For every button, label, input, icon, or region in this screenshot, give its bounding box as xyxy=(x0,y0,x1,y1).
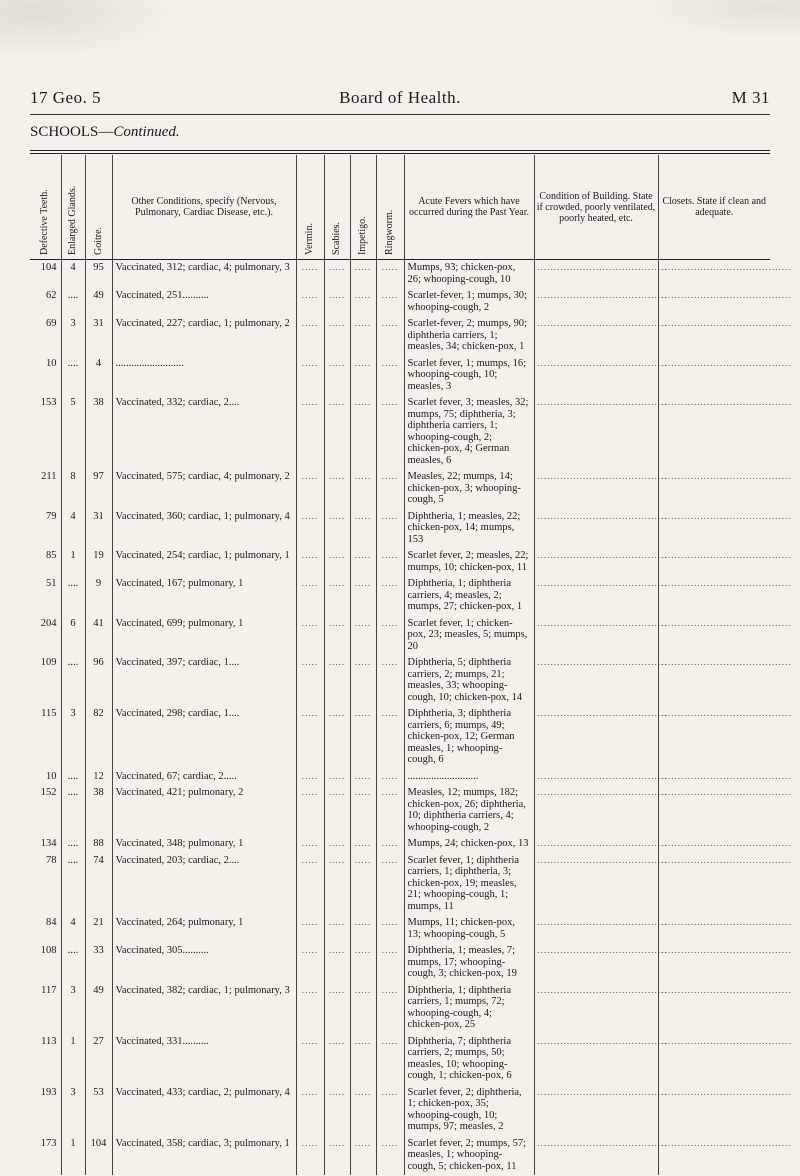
cell-condition-building: ........................................ xyxy=(534,853,658,916)
cell-enlarged-glands: 3 xyxy=(61,316,85,356)
cell-goitre: 104 xyxy=(85,1136,112,1176)
cell-closets: ........................................ xyxy=(661,657,792,667)
section-title xyxy=(30,124,180,141)
cell-impetigo: ..... xyxy=(350,260,376,289)
cell-vermin: ..... xyxy=(296,616,324,656)
cell-impetigo: ..... xyxy=(350,316,376,356)
table-top-rule xyxy=(30,153,770,154)
col-acute-fevers: Acute Fevers which have occurred during the Past Year. xyxy=(404,155,534,260)
paper-stain xyxy=(640,0,800,40)
cell-scabies: ..... xyxy=(324,983,350,1034)
cell-other-conditions: Vaccinated, 298; cardiac, 1.... xyxy=(112,706,296,769)
cell-enlarged-glands: .... xyxy=(61,655,85,706)
cell-goitre: 38 xyxy=(85,395,112,469)
cell-scabies: ..... xyxy=(324,395,350,469)
table-row xyxy=(30,395,770,469)
cell-defective-teeth: 134 xyxy=(30,836,61,853)
table-row xyxy=(30,915,770,943)
cell-impetigo: ..... xyxy=(350,943,376,983)
cell-impetigo: ..... xyxy=(350,1085,376,1136)
cell-enlarged-glands: 3 xyxy=(61,706,85,769)
cell-impetigo: ..... xyxy=(350,509,376,549)
cell-closets: ........................................ xyxy=(661,984,792,995)
cell-scabies: ..... xyxy=(324,655,350,706)
cell-impetigo: ..... xyxy=(350,616,376,656)
cell-scabies: ..... xyxy=(324,1085,350,1136)
cell-other-conditions: Vaccinated, 67; cardiac, 2..... xyxy=(112,769,296,786)
cell-enlarged-glands: 5 xyxy=(61,395,85,469)
col-defective-teeth: Defective Teeth. xyxy=(30,155,61,260)
header-page-number: M 31 xyxy=(731,88,770,107)
cell-defective-teeth: 173 xyxy=(30,1136,61,1176)
cell-ringworm: ..... xyxy=(376,395,404,469)
cell-other-conditions: Vaccinated, 421; pulmonary, 2 xyxy=(112,785,296,836)
cell-acute-fevers: Scarlet fever, 1; mumps, 16; whooping-cough, 10; measles, 3 xyxy=(404,356,534,396)
cell-goitre: 96 xyxy=(85,655,112,706)
cell-vermin: ..... xyxy=(296,288,324,316)
cell-impetigo: ..... xyxy=(350,983,376,1034)
cell-condition-building: ........................................ xyxy=(534,983,658,1034)
table-row xyxy=(30,1136,770,1176)
cell-ringworm: ..... xyxy=(376,509,404,549)
cell-ringworm: ..... xyxy=(376,469,404,509)
cell-other-conditions: Vaccinated, 348; pulmonary, 1 xyxy=(112,836,296,853)
cell-enlarged-glands: 1 xyxy=(61,1136,85,1176)
cell-acute-fevers: Diphtheria, 1; measles, 7; mumps, 17; whooping-cough, 3; chicken-pox, 19 xyxy=(404,943,534,983)
cell-scabies: ..... xyxy=(324,1034,350,1085)
cell-other-conditions: Vaccinated, 203; cardiac, 2.... xyxy=(112,853,296,916)
table-row xyxy=(30,509,770,549)
cell-enlarged-glands: .... xyxy=(61,785,85,836)
cell-condition-building: ........................................ xyxy=(534,943,658,983)
cell-enlarged-glands: .... xyxy=(61,576,85,616)
cell-other-conditions: Vaccinated, 331.......... xyxy=(112,1034,296,1085)
table-row xyxy=(30,706,770,769)
cell-acute-fevers: Scarlet fever, 2; diphtheria, 1; chicken-pox, 35; whooping-cough, 10; mumps, 97; measles, 2 xyxy=(404,1085,534,1136)
cell-scabies: ..... xyxy=(324,616,350,656)
cell-goitre: 49 xyxy=(85,288,112,316)
cell-enlarged-glands: .... xyxy=(61,943,85,983)
cell-scabies: ..... xyxy=(324,576,350,616)
cell-condition-building: ........................................ xyxy=(534,616,658,656)
cell-condition-building: ........................................ xyxy=(534,316,658,356)
cell-defective-teeth: 62 xyxy=(30,288,61,316)
cell-closets: ........................................ xyxy=(661,1035,792,1046)
cell-ringworm: ..... xyxy=(376,769,404,786)
cell-vermin: ..... xyxy=(296,1034,324,1085)
cell-impetigo: ..... xyxy=(350,548,376,576)
table-row xyxy=(30,853,770,916)
cell-enlarged-glands: .... xyxy=(61,356,85,396)
cell-acute-fevers: Scarlet-fever, 2; mumps, 90; diphtheria carriers, 1; measles, 34; chicken-pox, 1 xyxy=(404,316,534,356)
col-enlarged-glands: Enlarged Glands. xyxy=(61,155,85,260)
table-row xyxy=(30,288,770,316)
page-header xyxy=(30,88,770,112)
cell-goitre: 41 xyxy=(85,616,112,656)
cell-closets: ........................................ xyxy=(661,770,792,781)
cell-ringworm: ..... xyxy=(376,983,404,1034)
cell-scabies: ..... xyxy=(324,853,350,916)
cell-ringworm: ..... xyxy=(376,785,404,836)
cell-condition-building: ........................................ xyxy=(534,915,658,943)
cell-acute-fevers: Diphtheria, 1; diphtheria carriers, 1; mumps, 72; whooping-cough, 4; chicken-pox, 25 xyxy=(404,983,534,1034)
cell-defective-teeth: 113 xyxy=(30,1034,61,1085)
cell-condition-building: ........................................ xyxy=(534,785,658,836)
col-vermin: Vermin. xyxy=(296,155,324,260)
cell-ringworm: ..... xyxy=(376,260,404,289)
cell-scabies: ..... xyxy=(324,316,350,356)
cell-condition-building: ........................................ xyxy=(534,260,658,289)
cell-vermin: ..... xyxy=(296,260,324,289)
cell-scabies: ..... xyxy=(324,260,350,289)
cell-impetigo: ..... xyxy=(350,356,376,396)
cell-defective-teeth: 117 xyxy=(30,983,61,1034)
cell-defective-teeth: 10 xyxy=(30,769,61,786)
cell-defective-teeth: 78 xyxy=(30,853,61,916)
cell-vermin: ..... xyxy=(296,785,324,836)
schools-table-wrap xyxy=(30,155,792,1175)
cell-acute-fevers: Scarlet fever, 2; measles, 22; mumps, 10; chicken-pox, 11 xyxy=(404,548,534,576)
cell-acute-fevers: Scarlet fever, 2; mumps, 57; measles, 1; whooping-cough, 5; chicken-pox, 11 xyxy=(404,1136,534,1176)
cell-other-conditions: Vaccinated, 251.......... xyxy=(112,288,296,316)
col-goitre: Goitre. xyxy=(85,155,112,260)
cell-closets: ........................................ xyxy=(661,318,792,328)
cell-vermin: ..... xyxy=(296,943,324,983)
cell-enlarged-glands: 4 xyxy=(61,915,85,943)
cell-enlarged-glands: .... xyxy=(61,288,85,316)
cell-impetigo: ..... xyxy=(350,785,376,836)
table-row xyxy=(30,1034,770,1085)
cell-ringworm: ..... xyxy=(376,943,404,983)
cell-ringworm: ..... xyxy=(376,288,404,316)
cell-acute-fevers: Diphtheria, 7; diphtheria carriers, 2; mumps, 50; measles, 10; whooping-cough, 1; chicken-pox, 6 xyxy=(404,1034,534,1085)
cell-condition-building: ........................................ xyxy=(534,576,658,616)
cell-enlarged-glands: 1 xyxy=(61,1034,85,1085)
cell-ringworm: ..... xyxy=(376,1136,404,1176)
cell-enlarged-glands: 3 xyxy=(61,983,85,1034)
cell-defective-teeth: 51 xyxy=(30,576,61,616)
cell-impetigo: ..... xyxy=(350,576,376,616)
cell-acute-fevers: Scarlet fever, 1; diphtheria carriers, 1; diphtheria, 3; chicken-pox, 19; measles, 21; whooping-cough, 1; mumps, 11 xyxy=(404,853,534,916)
table-row xyxy=(30,983,770,1034)
cell-vermin: ..... xyxy=(296,548,324,576)
cell-goitre: 9 xyxy=(85,576,112,616)
table-row xyxy=(30,943,770,983)
cell-closets: ........................................ xyxy=(661,510,792,521)
col-impetigo: Impetigo. xyxy=(350,155,376,260)
table-row xyxy=(30,469,770,509)
cell-vermin: ..... xyxy=(296,853,324,916)
cell-defective-teeth: 84 xyxy=(30,915,61,943)
col-closets: Closets. State if clean and adequate. xyxy=(658,155,770,260)
cell-vermin: ..... xyxy=(296,576,324,616)
cell-other-conditions: Vaccinated, 305.......... xyxy=(112,943,296,983)
col-other-conditions: Other Conditions, specify (Nervous, Pulmonary, Cardiac Disease, etc.). xyxy=(112,155,296,260)
cell-acute-fevers: ........................... xyxy=(404,769,534,786)
cell-closets: ........................................ xyxy=(661,262,792,272)
cell-acute-fevers: Diphtheria, 5; diphtheria carriers, 2; mumps, 21; measles, 33; whooping-cough, 10; chicken-pox, 14 xyxy=(404,655,534,706)
cell-other-conditions: Vaccinated, 433; cardiac, 2; pulmonary, 4 xyxy=(112,1085,296,1136)
cell-acute-fevers: Diphtheria, 3; diphtheria carriers, 6; mumps, 49; chicken-pox, 12; German measles, 1; whooping-cough, 6 xyxy=(404,706,534,769)
cell-condition-building: ........................................ xyxy=(534,469,658,509)
cell-enlarged-glands: .... xyxy=(61,836,85,853)
cell-vermin: ..... xyxy=(296,1085,324,1136)
cell-goitre: 38 xyxy=(85,785,112,836)
cell-ringworm: ..... xyxy=(376,616,404,656)
cell-impetigo: ..... xyxy=(350,706,376,769)
cell-closets: ........................................ xyxy=(661,854,792,865)
cell-ringworm: ..... xyxy=(376,548,404,576)
col-condition-building: Condition of Building. State if crowded, poorly ventilated, poorly heated, etc. xyxy=(534,155,658,260)
header-session: 17 Geo. 5 xyxy=(30,88,102,107)
cell-ringworm: ..... xyxy=(376,1085,404,1136)
cell-goitre: 31 xyxy=(85,316,112,356)
cell-closets: ........................................ xyxy=(661,290,792,300)
cell-scabies: ..... xyxy=(324,356,350,396)
cell-scabies: ..... xyxy=(324,548,350,576)
cell-acute-fevers: Scarlet fever, 3; measles, 32; mumps, 75; diphtheria, 3; diphtheria carriers, 1; whooping-cough, 2; chicken-pox, 4; German measles, 6 xyxy=(404,395,534,469)
cell-impetigo: ..... xyxy=(350,853,376,916)
cell-vermin: ..... xyxy=(296,983,324,1034)
cell-ringworm: ..... xyxy=(376,836,404,853)
cell-other-conditions: Vaccinated, 167; pulmonary, 1 xyxy=(112,576,296,616)
cell-closets: ........................................ xyxy=(661,838,792,848)
table-row xyxy=(30,785,770,836)
cell-other-conditions: Vaccinated, 332; cardiac, 2.... xyxy=(112,395,296,469)
cell-scabies: ..... xyxy=(324,288,350,316)
cell-other-conditions: Vaccinated, 254; cardiac, 1; pulmonary, 1 xyxy=(112,548,296,576)
cell-acute-fevers: Scarlet fever, 1; chicken-pox, 23; measles, 5; mumps, 20 xyxy=(404,616,534,656)
cell-condition-building: ........................................ xyxy=(534,1034,658,1085)
cell-impetigo: ..... xyxy=(350,1034,376,1085)
cell-acute-fevers: Scarlet-fever, 1; mumps, 30; whooping-cough, 2 xyxy=(404,288,534,316)
table-row xyxy=(30,836,770,853)
table-row xyxy=(30,316,770,356)
cell-impetigo: ..... xyxy=(350,655,376,706)
cell-defective-teeth: 153 xyxy=(30,395,61,469)
cell-other-conditions: Vaccinated, 699; pulmonary, 1 xyxy=(112,616,296,656)
cell-closets: ........................................ xyxy=(661,357,792,368)
cell-scabies: ..... xyxy=(324,769,350,786)
cell-scabies: ..... xyxy=(324,915,350,943)
cell-other-conditions: Vaccinated, 358; cardiac, 3; pulmonary, 1 xyxy=(112,1136,296,1176)
paper-stain xyxy=(0,0,180,60)
cell-ringworm: ..... xyxy=(376,356,404,396)
header-rule xyxy=(30,114,770,115)
cell-defective-teeth: 104 xyxy=(30,260,61,289)
cell-condition-building: ........................................ xyxy=(534,509,658,549)
cell-goitre: 97 xyxy=(85,469,112,509)
cell-impetigo: ..... xyxy=(350,836,376,853)
cell-closets: ........................................ xyxy=(661,787,792,797)
cell-vermin: ..... xyxy=(296,769,324,786)
cell-scabies: ..... xyxy=(324,509,350,549)
cell-goitre: 82 xyxy=(85,706,112,769)
table-row xyxy=(30,576,770,616)
cell-enlarged-glands: 6 xyxy=(61,616,85,656)
cell-defective-teeth: 10 xyxy=(30,356,61,396)
cell-vermin: ..... xyxy=(296,316,324,356)
cell-goitre: 31 xyxy=(85,509,112,549)
cell-condition-building: ........................................ xyxy=(534,706,658,769)
table-body xyxy=(30,260,792,1176)
header-title: Board of Health. xyxy=(339,88,461,107)
cell-vermin: ..... xyxy=(296,509,324,549)
cell-scabies: ..... xyxy=(324,706,350,769)
cell-defective-teeth: 193 xyxy=(30,1085,61,1136)
cell-enlarged-glands: 4 xyxy=(61,260,85,289)
col-ringworm: Ringworm. xyxy=(376,155,404,260)
cell-closets: ........................................ xyxy=(661,945,792,955)
cell-closets: ........................................ xyxy=(661,578,792,588)
cell-defective-teeth: 211 xyxy=(30,469,61,509)
cell-closets: ........................................ xyxy=(661,708,792,718)
cell-goitre: 95 xyxy=(85,260,112,289)
section-title-main: SCHOOLS— xyxy=(30,124,114,140)
cell-acute-fevers: Diphtheria, 1; diphtheria carriers, 4; measles, 2; mumps, 27; chicken-pox, 1 xyxy=(404,576,534,616)
cell-goitre: 53 xyxy=(85,1085,112,1136)
cell-goitre: 33 xyxy=(85,943,112,983)
cell-impetigo: ..... xyxy=(350,395,376,469)
cell-closets: ........................................ xyxy=(661,397,792,407)
cell-impetigo: ..... xyxy=(350,1136,376,1176)
cell-ringworm: ..... xyxy=(376,1034,404,1085)
cell-goitre: 4 xyxy=(85,356,112,396)
cell-goitre: 19 xyxy=(85,548,112,576)
cell-condition-building: ........................................ xyxy=(534,288,658,316)
cell-goitre: 88 xyxy=(85,836,112,853)
cell-scabies: ..... xyxy=(324,785,350,836)
table-row xyxy=(30,548,770,576)
cell-condition-building: ........................................ xyxy=(534,769,658,786)
cell-impetigo: ..... xyxy=(350,915,376,943)
cell-acute-fevers: Mumps, 11; chicken-pox, 13; whooping-cough, 5 xyxy=(404,915,534,943)
cell-defective-teeth: 69 xyxy=(30,316,61,356)
cell-condition-building: ........................................ xyxy=(534,655,658,706)
cell-goitre: 49 xyxy=(85,983,112,1034)
schools-table xyxy=(30,155,792,1175)
cell-defective-teeth: 79 xyxy=(30,509,61,549)
cell-other-conditions: Vaccinated, 360; cardiac, 1; pulmonary, 4 xyxy=(112,509,296,549)
col-scabies: Scabies. xyxy=(324,155,350,260)
cell-vermin: ..... xyxy=(296,655,324,706)
cell-scabies: ..... xyxy=(324,469,350,509)
cell-acute-fevers: Mumps, 24; chicken-pox, 13 xyxy=(404,836,534,853)
cell-other-conditions: Vaccinated, 575; cardiac, 4; pulmonary, 2 xyxy=(112,469,296,509)
table-row xyxy=(30,655,770,706)
cell-defective-teeth: 152 xyxy=(30,785,61,836)
cell-vermin: ..... xyxy=(296,915,324,943)
cell-closets: ........................................ xyxy=(661,471,792,481)
cell-closets: ........................................ xyxy=(661,1086,792,1097)
cell-acute-fevers: Measles, 22; mumps, 14; chicken-pox, 3; whooping-cough, 5 xyxy=(404,469,534,509)
table-top-rule xyxy=(30,150,770,151)
cell-condition-building: ........................................ xyxy=(534,1136,658,1176)
cell-vermin: ..... xyxy=(296,1136,324,1176)
cell-enlarged-glands: .... xyxy=(61,853,85,916)
cell-defective-teeth: 109 xyxy=(30,655,61,706)
cell-other-conditions: Vaccinated, 264; pulmonary, 1 xyxy=(112,915,296,943)
cell-enlarged-glands: 8 xyxy=(61,469,85,509)
cell-ringworm: ..... xyxy=(376,316,404,356)
cell-ringworm: ..... xyxy=(376,576,404,616)
cell-goitre: 12 xyxy=(85,769,112,786)
cell-ringworm: ..... xyxy=(376,853,404,916)
cell-other-conditions: Vaccinated, 397; cardiac, 1.... xyxy=(112,655,296,706)
cell-condition-building: ........................................ xyxy=(534,356,658,396)
cell-enlarged-glands: .... xyxy=(61,769,85,786)
cell-defective-teeth: 115 xyxy=(30,706,61,769)
table-row xyxy=(30,1085,770,1136)
cell-vermin: ..... xyxy=(296,706,324,769)
cell-condition-building: ........................................ xyxy=(534,836,658,853)
table-row xyxy=(30,769,770,786)
cell-vermin: ..... xyxy=(296,356,324,396)
cell-acute-fevers: Measles, 12; mumps, 182; chicken-pox, 26; diphtheria, 10; diphtheria carriers, 4; whooping-cough, 2 xyxy=(404,785,534,836)
table-row xyxy=(30,356,770,396)
cell-closets: ........................................ xyxy=(661,917,792,927)
cell-vermin: ..... xyxy=(296,395,324,469)
cell-acute-fevers: Mumps, 93; chicken-pox, 26; whooping-cough, 10 xyxy=(404,260,534,289)
cell-scabies: ..... xyxy=(324,943,350,983)
cell-scabies: ..... xyxy=(324,1136,350,1176)
cell-impetigo: ..... xyxy=(350,469,376,509)
cell-other-conditions: .......................... xyxy=(112,356,296,396)
cell-other-conditions: Vaccinated, 227; cardiac, 1; pulmonary, 2 xyxy=(112,316,296,356)
cell-ringworm: ..... xyxy=(376,706,404,769)
cell-enlarged-glands: 3 xyxy=(61,1085,85,1136)
cell-impetigo: ..... xyxy=(350,288,376,316)
cell-defective-teeth: 204 xyxy=(30,616,61,656)
cell-condition-building: ........................................ xyxy=(534,1085,658,1136)
cell-closets: ........................................ xyxy=(661,617,792,628)
cell-goitre: 27 xyxy=(85,1034,112,1085)
cell-goitre: 21 xyxy=(85,915,112,943)
cell-scabies: ..... xyxy=(324,836,350,853)
cell-acute-fevers: Diphtheria, 1; measles, 22; chicken-pox, 14; mumps, 153 xyxy=(404,509,534,549)
cell-ringworm: ..... xyxy=(376,915,404,943)
cell-closets: ........................................ xyxy=(661,550,792,560)
cell-enlarged-glands: 4 xyxy=(61,509,85,549)
cell-ringworm: ..... xyxy=(376,655,404,706)
cell-vermin: ..... xyxy=(296,836,324,853)
cell-closets: ........................................ xyxy=(661,1137,792,1148)
cell-condition-building: ........................................ xyxy=(534,548,658,576)
section-title-continued: Continued. xyxy=(113,124,180,140)
cell-other-conditions: Vaccinated, 312; cardiac, 4; pulmonary, 3 xyxy=(112,260,296,289)
cell-defective-teeth: 85 xyxy=(30,548,61,576)
cell-vermin: ..... xyxy=(296,469,324,509)
cell-goitre: 74 xyxy=(85,853,112,916)
table-header-row xyxy=(30,155,770,260)
cell-defective-teeth: 108 xyxy=(30,943,61,983)
cell-other-conditions: Vaccinated, 382; cardiac, 1; pulmonary, 3 xyxy=(112,983,296,1034)
cell-enlarged-glands: 1 xyxy=(61,548,85,576)
table-row xyxy=(30,260,770,289)
cell-impetigo: ..... xyxy=(350,769,376,786)
cell-condition-building: ........................................ xyxy=(534,395,658,469)
table-row xyxy=(30,616,770,656)
